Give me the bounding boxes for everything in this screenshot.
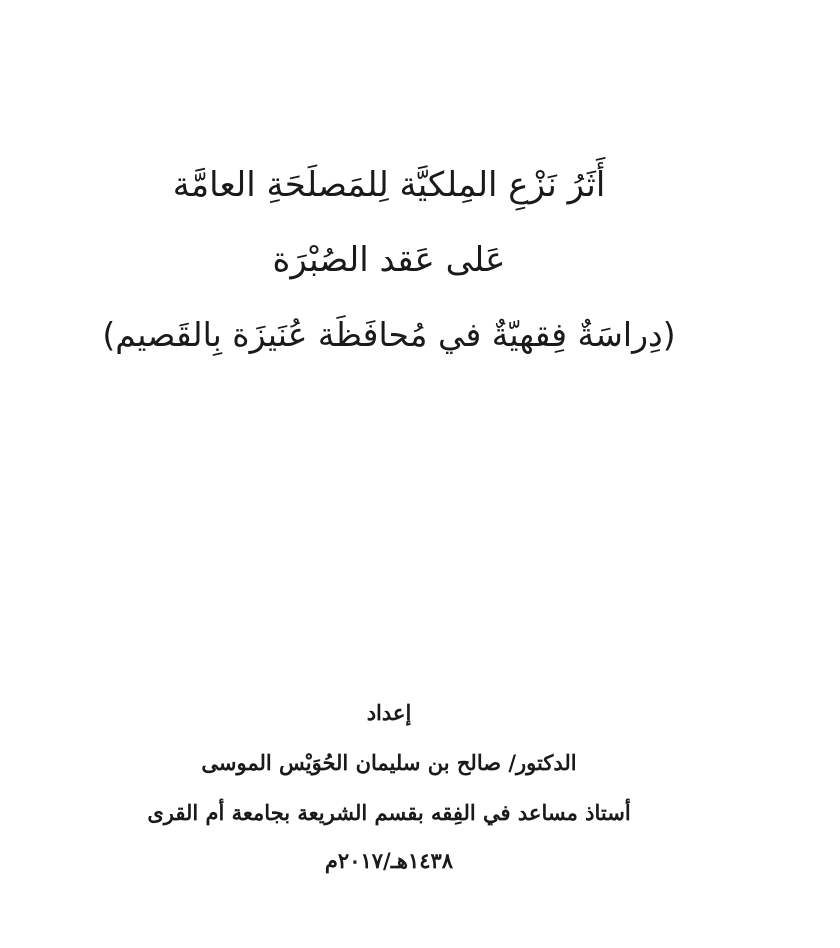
author-name: الدكتور/ صالح بن سليمان الحُوَيْس الموسى	[201, 750, 577, 775]
author-position: أستاذ مساعد في الفِقه بقسم الشريعة بجامعة أم القرى	[147, 800, 631, 825]
title-line-2: عَلى عَقد الصُبْرَة	[272, 240, 506, 280]
title-line-1: أَثَرُ نَزْعِ المِلكيَّة لِلمَصلَحَةِ العامَّة	[172, 165, 606, 205]
publication-date: ١٤٣٨هـ/٢٠١٧م	[324, 848, 454, 873]
prepared-by-label: إعداد	[366, 700, 412, 725]
title-line-3: (دِراسَةٌ فِقهيّةٌ في مُحافَظَة عُنَيزَة بِالقَصيم)	[102, 315, 676, 354]
